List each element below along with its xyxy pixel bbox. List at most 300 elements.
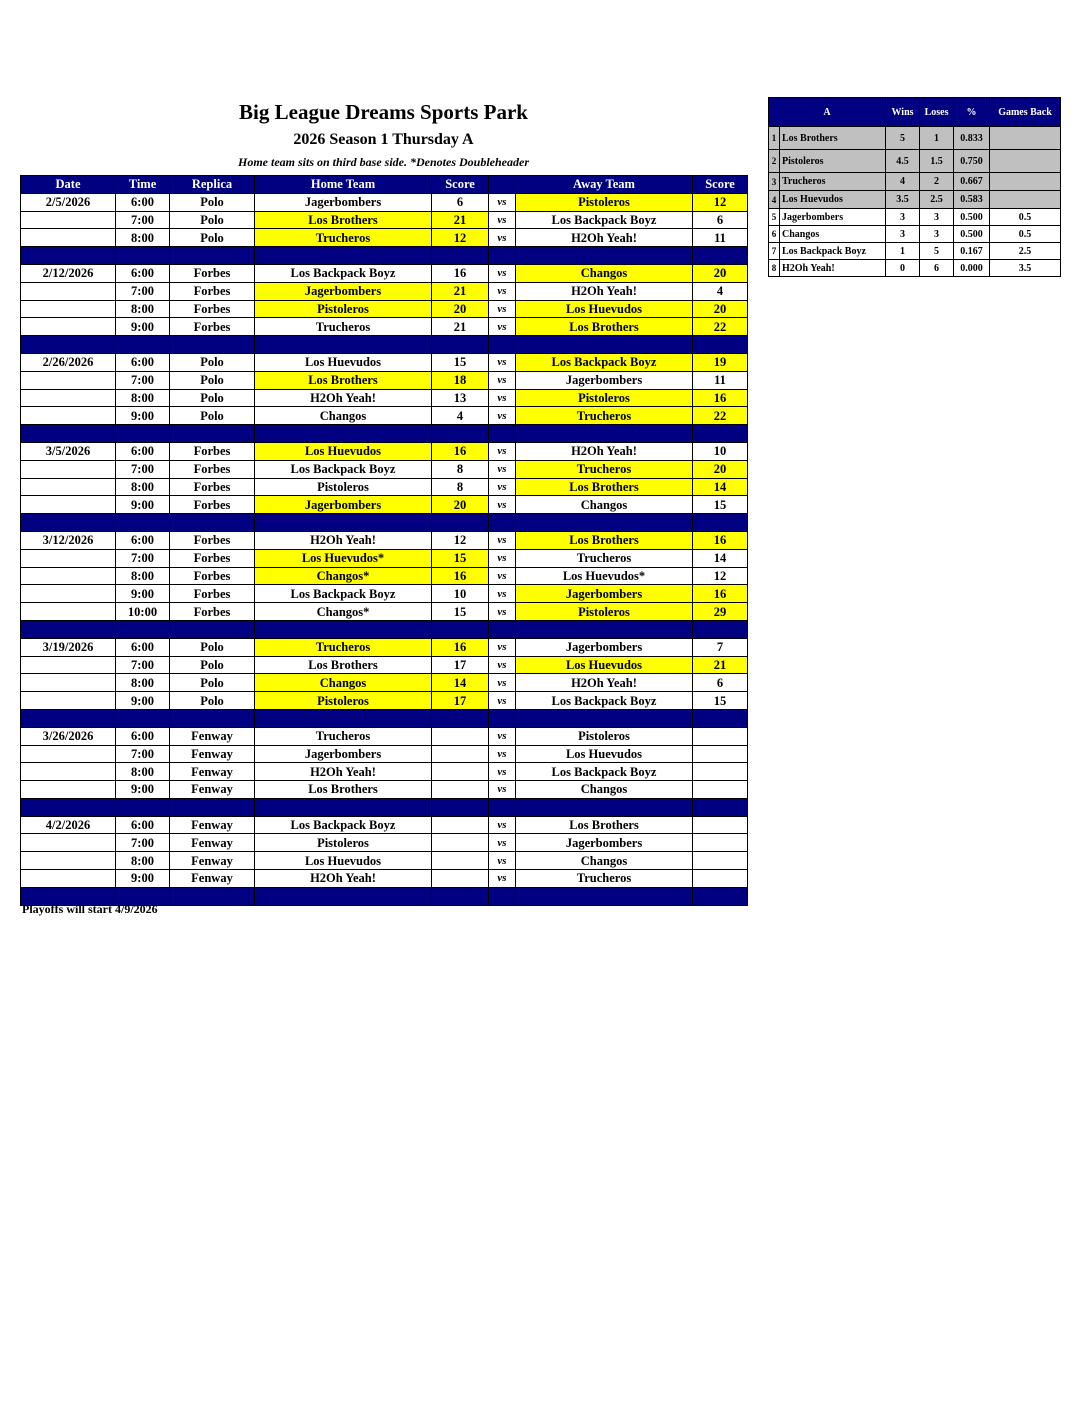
game-date [21, 870, 116, 888]
game-date [21, 763, 116, 781]
standings-row [769, 191, 1061, 209]
standings-loses: 6 [920, 260, 954, 277]
game-date [21, 389, 116, 407]
vs-label: vs [489, 692, 516, 710]
separator-cell [21, 336, 116, 354]
standings-pct: 0.583 [954, 191, 990, 209]
game-field: Forbes [170, 442, 255, 460]
col-header-home-team: Home Team [255, 176, 432, 194]
separator-cell [255, 514, 432, 532]
vs-label: vs [489, 781, 516, 799]
separator-cell [21, 425, 116, 443]
separator-cell [489, 514, 516, 532]
game-time: 9:00 [116, 692, 170, 710]
game-field: Polo [170, 193, 255, 211]
away-score: 11 [693, 229, 748, 247]
game-date: 3/19/2026 [21, 638, 116, 656]
game-field: Fenway [170, 781, 255, 799]
home-team: Los Brothers [255, 781, 432, 799]
standings-loses: 2.5 [920, 191, 954, 209]
game-date [21, 585, 116, 603]
standings-rank: 4 [769, 191, 780, 209]
game-row [21, 638, 748, 656]
separator-cell [693, 336, 748, 354]
separator-cell [693, 620, 748, 638]
separator-cell [516, 709, 693, 727]
home-score [432, 727, 489, 745]
col-header-away-team: Away Team [516, 176, 693, 194]
home-team-note: Home team sits on third base side. *Denotes Doubleheader [238, 155, 529, 169]
game-field: Fenway [170, 816, 255, 834]
standings-pct: 0.167 [954, 243, 990, 260]
away-team: Jagerbombers [516, 585, 693, 603]
home-score: 21 [432, 318, 489, 336]
home-team: Pistoleros [255, 692, 432, 710]
vs-label: vs [489, 638, 516, 656]
game-time: 8:00 [116, 389, 170, 407]
week-separator-row [21, 514, 748, 532]
game-row [21, 763, 748, 781]
standings-wins: 3 [886, 226, 920, 243]
separator-cell [255, 887, 432, 905]
game-row [21, 496, 748, 514]
home-score: 10 [432, 585, 489, 603]
game-time: 9:00 [116, 496, 170, 514]
away-score: 20 [693, 460, 748, 478]
home-score: 15 [432, 353, 489, 371]
away-score: 15 [693, 496, 748, 514]
separator-cell [489, 336, 516, 354]
away-team: Los Backpack Boyz [516, 692, 693, 710]
away-score: 11 [693, 371, 748, 389]
game-date [21, 852, 116, 870]
standings-loses: 2 [920, 173, 954, 191]
game-row [21, 300, 748, 318]
vs-label: vs [489, 603, 516, 621]
game-row [21, 211, 748, 229]
vs-label: vs [489, 656, 516, 674]
separator-cell [516, 247, 693, 265]
home-team: Jagerbombers [255, 745, 432, 763]
home-team: Los Brothers [255, 656, 432, 674]
standings-row [769, 226, 1061, 243]
away-team: Changos [516, 852, 693, 870]
separator-cell [255, 798, 432, 816]
home-score: 16 [432, 442, 489, 460]
standings-row [769, 243, 1061, 260]
separator-cell [693, 514, 748, 532]
game-date: 3/5/2026 [21, 442, 116, 460]
vs-label: vs [489, 674, 516, 692]
away-score: 4 [693, 282, 748, 300]
standings-pct: 0.000 [954, 260, 990, 277]
vs-label: vs [489, 816, 516, 834]
away-score: 6 [693, 211, 748, 229]
game-date [21, 745, 116, 763]
game-date [21, 229, 116, 247]
away-team: H2Oh Yeah! [516, 229, 693, 247]
standings-games-back [990, 173, 1061, 191]
game-field: Forbes [170, 460, 255, 478]
away-team: Los Brothers [516, 816, 693, 834]
game-time: 9:00 [116, 870, 170, 888]
game-row [21, 816, 748, 834]
away-score: 15 [693, 692, 748, 710]
separator-cell [170, 514, 255, 532]
game-time: 8:00 [116, 478, 170, 496]
separator-cell [516, 514, 693, 532]
separator-cell [170, 709, 255, 727]
away-team: Pistoleros [516, 193, 693, 211]
standings-wins: 1 [886, 243, 920, 260]
game-time: 6:00 [116, 816, 170, 834]
vs-label: vs [489, 727, 516, 745]
game-time: 7:00 [116, 549, 170, 567]
away-team: Pistoleros [516, 603, 693, 621]
game-time: 9:00 [116, 318, 170, 336]
home-team: Trucheros [255, 229, 432, 247]
game-row [21, 745, 748, 763]
standings-rank: 1 [769, 127, 780, 150]
away-team: Jagerbombers [516, 371, 693, 389]
home-team: Los Huevudos [255, 852, 432, 870]
standings-team: Los Backpack Boyz [780, 243, 886, 260]
col-header-home-score: Score [432, 176, 489, 194]
home-score: 20 [432, 300, 489, 318]
standings-loses: 3 [920, 226, 954, 243]
game-field: Polo [170, 371, 255, 389]
game-date [21, 300, 116, 318]
home-team: Los Brothers [255, 371, 432, 389]
standings-team: Los Brothers [780, 127, 886, 150]
game-field: Fenway [170, 727, 255, 745]
game-row [21, 460, 748, 478]
game-time: 9:00 [116, 407, 170, 425]
vs-label: vs [489, 389, 516, 407]
week-separator-row [21, 247, 748, 265]
separator-cell [432, 887, 489, 905]
game-field: Polo [170, 407, 255, 425]
separator-cell [21, 247, 116, 265]
vs-label: vs [489, 460, 516, 478]
standings-row [769, 127, 1061, 150]
away-team: Jagerbombers [516, 834, 693, 852]
game-field: Forbes [170, 549, 255, 567]
game-time: 6:00 [116, 727, 170, 745]
home-score [432, 816, 489, 834]
vs-label: vs [489, 567, 516, 585]
vs-label: vs [489, 229, 516, 247]
home-team: Los Huevudos [255, 442, 432, 460]
game-row [21, 442, 748, 460]
away-team: Los Brothers [516, 478, 693, 496]
game-row [21, 692, 748, 710]
game-time: 6:00 [116, 442, 170, 460]
game-date [21, 834, 116, 852]
game-field: Polo [170, 389, 255, 407]
home-team: Jagerbombers [255, 193, 432, 211]
away-team: Los Huevudos [516, 745, 693, 763]
game-time: 6:00 [116, 531, 170, 549]
home-score: 17 [432, 692, 489, 710]
separator-cell [489, 425, 516, 443]
vs-label: vs [489, 407, 516, 425]
game-field: Polo [170, 674, 255, 692]
home-team: Changos [255, 674, 432, 692]
vs-label: vs [489, 745, 516, 763]
home-team: Los Backpack Boyz [255, 816, 432, 834]
game-row [21, 567, 748, 585]
home-score: 18 [432, 371, 489, 389]
game-time: 7:00 [116, 211, 170, 229]
game-field: Polo [170, 692, 255, 710]
home-team: Trucheros [255, 727, 432, 745]
game-time: 10:00 [116, 603, 170, 621]
home-score: 12 [432, 229, 489, 247]
home-score: 17 [432, 656, 489, 674]
schedule-table [20, 175, 748, 906]
away-score [693, 763, 748, 781]
game-time: 9:00 [116, 585, 170, 603]
home-score: 4 [432, 407, 489, 425]
week-separator-row [21, 709, 748, 727]
standings-header-wins: Wins [886, 98, 920, 127]
away-team: Changos [516, 264, 693, 282]
away-team: H2Oh Yeah! [516, 282, 693, 300]
standings-games-back [990, 150, 1061, 173]
game-date [21, 371, 116, 389]
vs-label: vs [489, 264, 516, 282]
game-date [21, 781, 116, 799]
separator-cell [516, 620, 693, 638]
game-date [21, 567, 116, 585]
game-field: Polo [170, 638, 255, 656]
game-time: 8:00 [116, 674, 170, 692]
separator-cell [693, 887, 748, 905]
standings-games-back: 0.5 [990, 209, 1061, 226]
home-team: Los Brothers [255, 211, 432, 229]
game-field: Forbes [170, 300, 255, 318]
home-team: Los Backpack Boyz [255, 264, 432, 282]
standings-team: Los Huevudos [780, 191, 886, 209]
schedule-header-row [21, 176, 748, 194]
standings-games-back [990, 127, 1061, 150]
home-score: 8 [432, 478, 489, 496]
separator-cell [432, 514, 489, 532]
home-score: 15 [432, 603, 489, 621]
separator-cell [489, 798, 516, 816]
game-row [21, 264, 748, 282]
playoffs-note: Playoffs will start 4/9/2026 [22, 902, 158, 916]
game-row [21, 193, 748, 211]
game-time: 6:00 [116, 638, 170, 656]
standings-header-row [769, 98, 1061, 127]
away-team: Los Brothers [516, 318, 693, 336]
game-field: Fenway [170, 852, 255, 870]
standings-loses: 1 [920, 127, 954, 150]
standings-rank: 3 [769, 173, 780, 191]
away-team: Pistoleros [516, 727, 693, 745]
game-field: Forbes [170, 531, 255, 549]
game-time: 8:00 [116, 567, 170, 585]
game-date [21, 496, 116, 514]
separator-cell [489, 620, 516, 638]
separator-cell [693, 709, 748, 727]
standings-games-back: 2.5 [990, 243, 1061, 260]
away-score: 16 [693, 389, 748, 407]
standings-team: Pistoleros [780, 150, 886, 173]
vs-label: vs [489, 531, 516, 549]
separator-cell [21, 798, 116, 816]
away-team: Los Brothers [516, 531, 693, 549]
separator-cell [116, 798, 170, 816]
game-date [21, 211, 116, 229]
game-row [21, 407, 748, 425]
game-row [21, 531, 748, 549]
away-team: Los Backpack Boyz [516, 211, 693, 229]
separator-cell [170, 620, 255, 638]
game-time: 7:00 [116, 282, 170, 300]
season-subtitle: 2026 Season 1 Thursday A [293, 131, 474, 148]
standings-games-back [990, 191, 1061, 209]
away-score: 12 [693, 193, 748, 211]
game-date [21, 603, 116, 621]
game-time: 6:00 [116, 264, 170, 282]
home-score: 8 [432, 460, 489, 478]
away-score: 14 [693, 478, 748, 496]
standings-wins: 4 [886, 173, 920, 191]
game-row [21, 229, 748, 247]
game-field: Forbes [170, 567, 255, 585]
standings-row [769, 209, 1061, 226]
home-score: 13 [432, 389, 489, 407]
separator-cell [432, 620, 489, 638]
standings-wins: 3.5 [886, 191, 920, 209]
game-time: 6:00 [116, 353, 170, 371]
away-score [693, 870, 748, 888]
away-score [693, 816, 748, 834]
away-team: Trucheros [516, 460, 693, 478]
away-team: Pistoleros [516, 389, 693, 407]
away-score [693, 834, 748, 852]
vs-label: vs [489, 193, 516, 211]
away-score: 22 [693, 407, 748, 425]
home-score [432, 763, 489, 781]
home-team: H2Oh Yeah! [255, 389, 432, 407]
home-score: 21 [432, 211, 489, 229]
away-team: Los Backpack Boyz [516, 353, 693, 371]
vs-label: vs [489, 211, 516, 229]
home-team: Changos* [255, 603, 432, 621]
standings-team: Jagerbombers [780, 209, 886, 226]
game-date [21, 318, 116, 336]
home-score: 21 [432, 282, 489, 300]
separator-cell [489, 247, 516, 265]
game-field: Forbes [170, 282, 255, 300]
game-date [21, 692, 116, 710]
home-team: H2Oh Yeah! [255, 531, 432, 549]
game-row [21, 353, 748, 371]
home-score: 16 [432, 567, 489, 585]
game-date: 3/26/2026 [21, 727, 116, 745]
vs-label: vs [489, 282, 516, 300]
separator-cell [116, 247, 170, 265]
game-time: 7:00 [116, 745, 170, 763]
home-team: Pistoleros [255, 834, 432, 852]
game-time: 8:00 [116, 763, 170, 781]
home-score: 16 [432, 264, 489, 282]
vs-label: vs [489, 763, 516, 781]
home-team: Changos* [255, 567, 432, 585]
game-date [21, 282, 116, 300]
standings-rank: 8 [769, 260, 780, 277]
home-score: 20 [432, 496, 489, 514]
vs-label: vs [489, 549, 516, 567]
game-row [21, 478, 748, 496]
game-field: Forbes [170, 603, 255, 621]
vs-label: vs [489, 478, 516, 496]
away-score: 19 [693, 353, 748, 371]
home-team: Trucheros [255, 638, 432, 656]
game-field: Fenway [170, 834, 255, 852]
away-score [693, 745, 748, 763]
standings-header-pct: % [954, 98, 990, 127]
separator-cell [21, 514, 116, 532]
page-title: Big League Dreams Sports Park [239, 100, 528, 124]
game-row [21, 834, 748, 852]
home-team: Los Huevudos* [255, 549, 432, 567]
home-team: Los Backpack Boyz [255, 460, 432, 478]
standings-header-division: A [769, 98, 886, 127]
standings-rank: 2 [769, 150, 780, 173]
game-row [21, 603, 748, 621]
col-header-vs [489, 176, 516, 194]
game-date [21, 674, 116, 692]
away-team: H2Oh Yeah! [516, 674, 693, 692]
col-header-time: Time [116, 176, 170, 194]
home-team: Pistoleros [255, 478, 432, 496]
standings-row [769, 260, 1061, 277]
separator-cell [170, 336, 255, 354]
standings-wins: 3 [886, 209, 920, 226]
col-header-replica: Replica [170, 176, 255, 194]
game-time: 7:00 [116, 460, 170, 478]
game-row [21, 727, 748, 745]
away-score: 10 [693, 442, 748, 460]
separator-cell [489, 709, 516, 727]
separator-cell [432, 798, 489, 816]
separator-cell [116, 336, 170, 354]
game-date [21, 460, 116, 478]
vs-label: vs [489, 442, 516, 460]
vs-label: vs [489, 852, 516, 870]
away-score [693, 727, 748, 745]
game-time: 8:00 [116, 229, 170, 247]
home-score: 14 [432, 674, 489, 692]
separator-cell [116, 425, 170, 443]
standings-loses: 5 [920, 243, 954, 260]
separator-cell [116, 709, 170, 727]
standings-pct: 0.833 [954, 127, 990, 150]
home-team: Los Huevudos [255, 353, 432, 371]
away-score: 14 [693, 549, 748, 567]
away-score: 12 [693, 567, 748, 585]
separator-cell [21, 620, 116, 638]
vs-label: vs [489, 318, 516, 336]
game-field: Polo [170, 656, 255, 674]
away-team: Los Backpack Boyz [516, 763, 693, 781]
vs-label: vs [489, 870, 516, 888]
